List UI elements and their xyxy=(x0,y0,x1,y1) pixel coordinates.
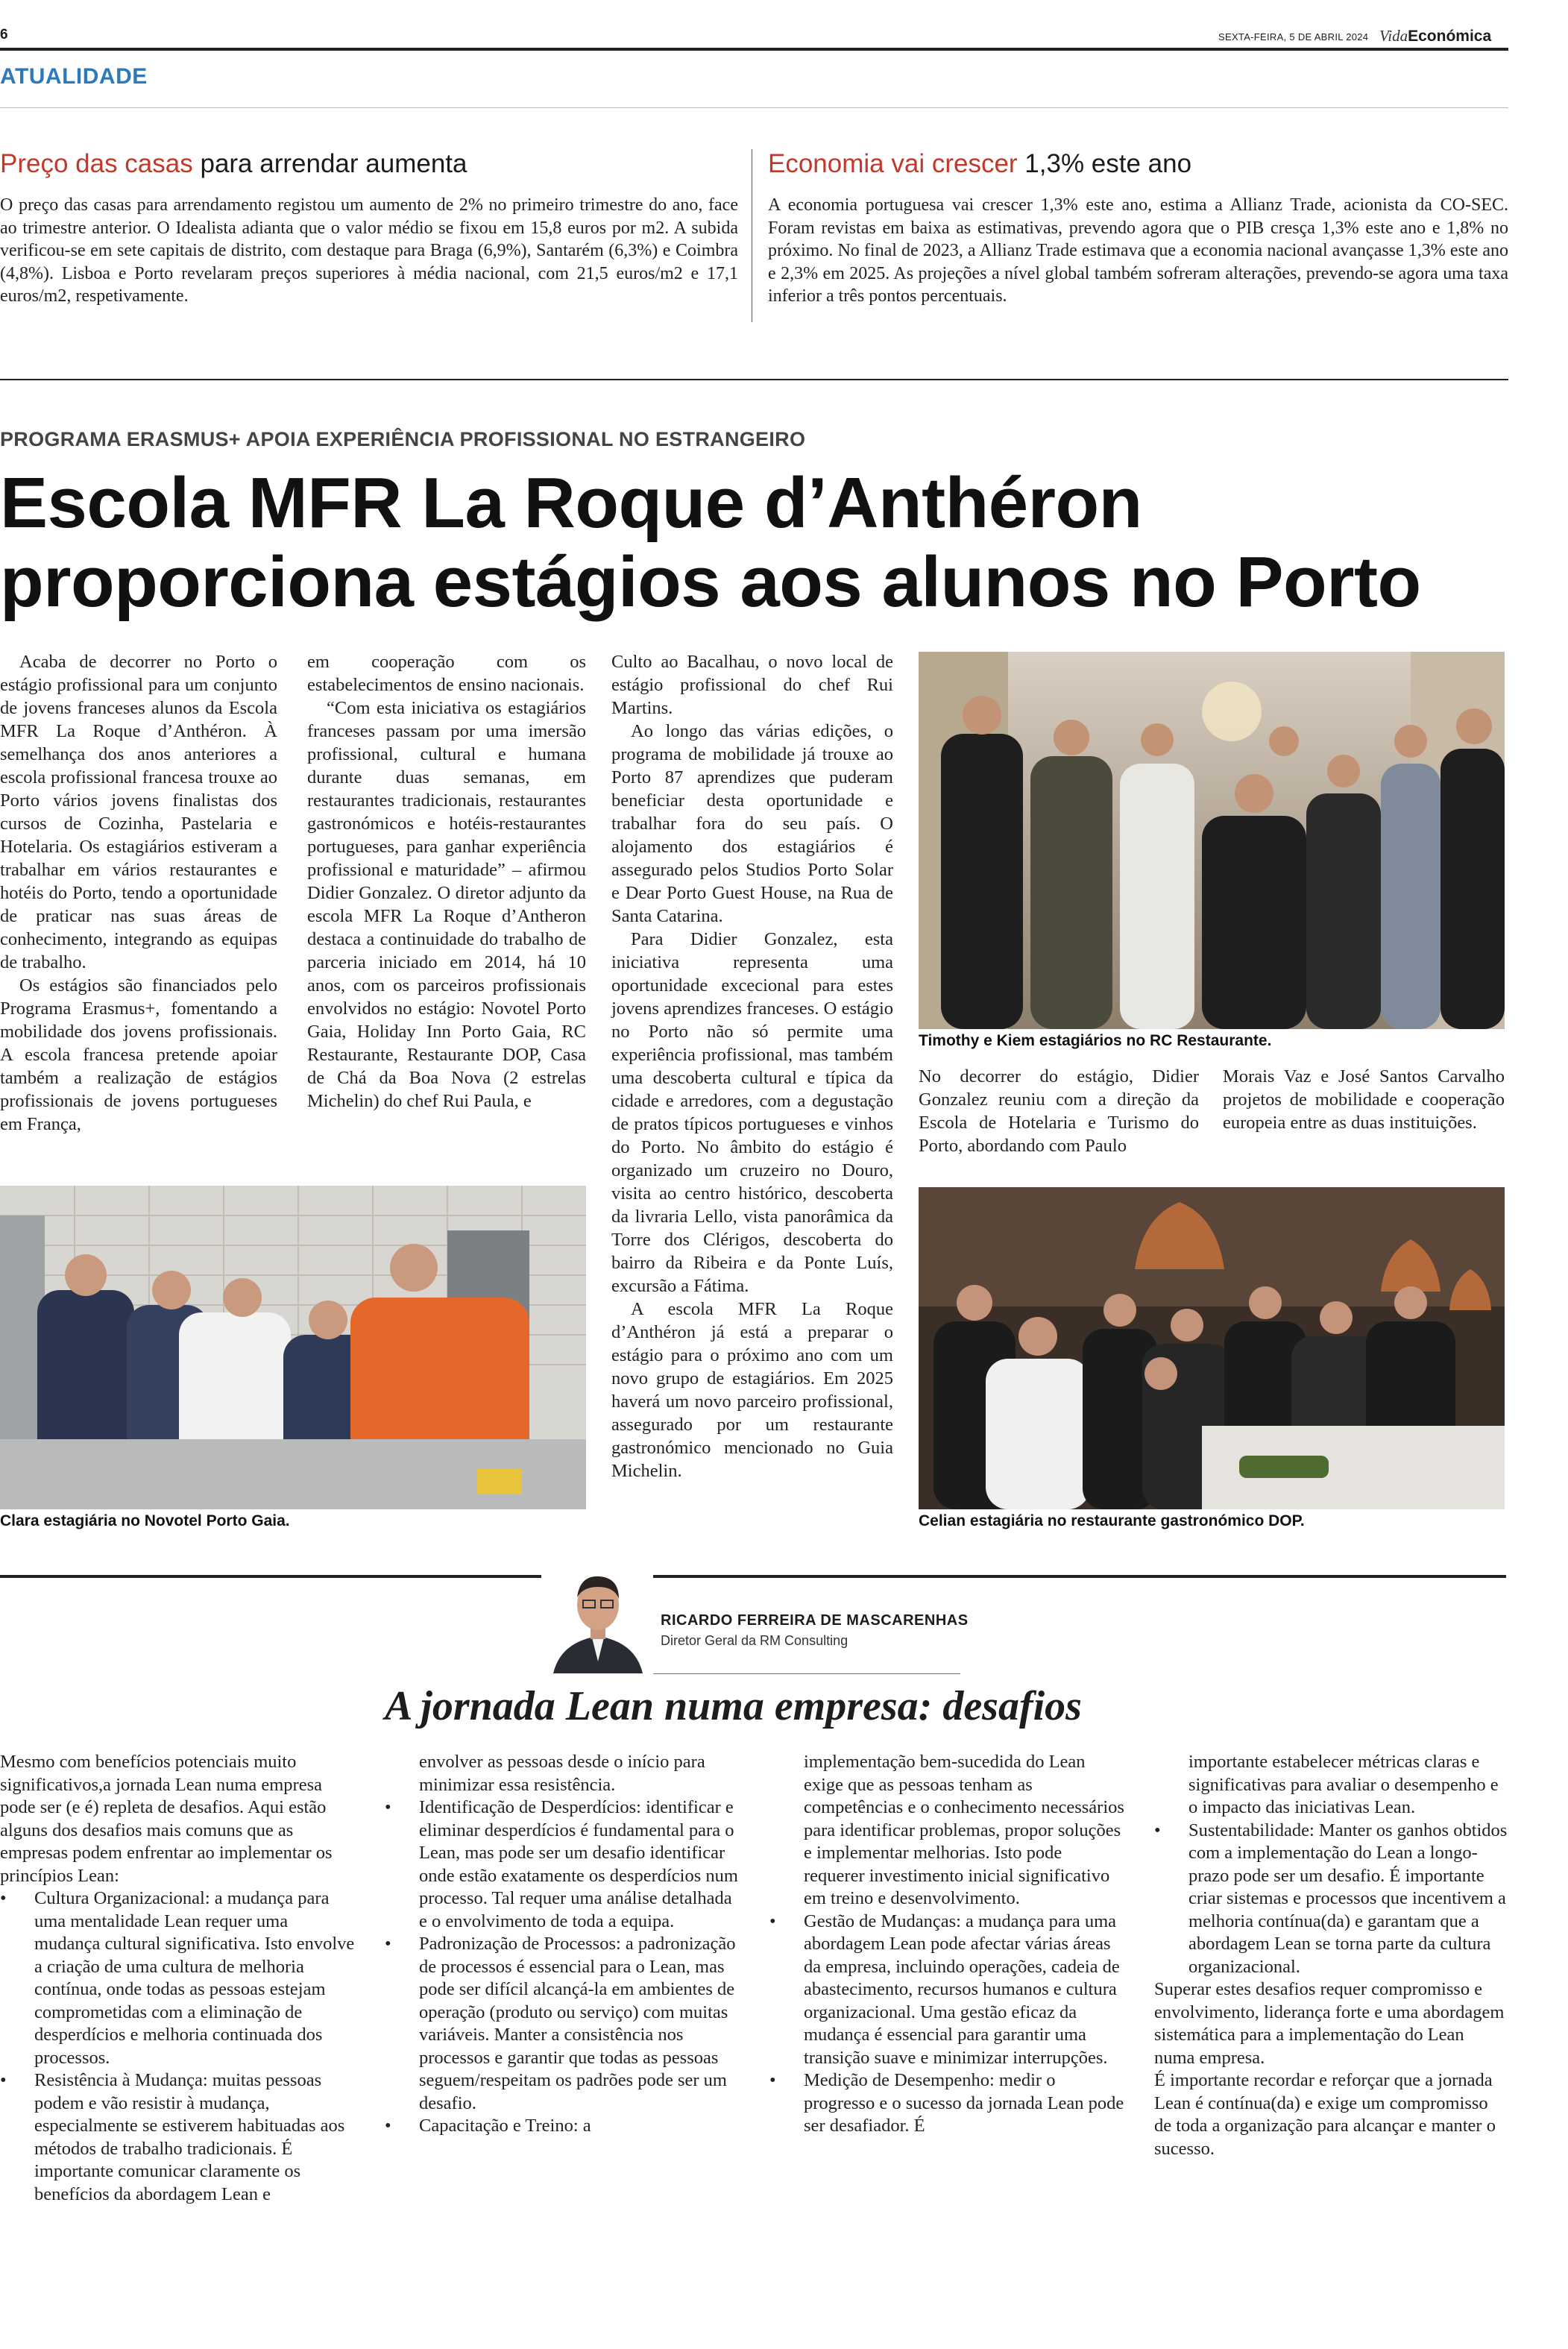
headline-line-2: proporciona estágios aos alunos no Porto xyxy=(0,542,1421,622)
photo-novotel-kitchen-image xyxy=(0,1186,586,1509)
brief-title-rent xyxy=(0,149,467,179)
caption-rc-restaurant: Timothy e Kiem estagiários no RC Restaurante. xyxy=(919,1032,1272,1049)
opinion-column-3 xyxy=(769,1751,1124,2138)
article-column-3 xyxy=(611,650,893,1482)
article-column-2 xyxy=(307,650,586,1113)
paragraph: Para Didier Gonzalez, esta iniciativa representa uma oportunidade excecional para estes jovens aprendizes franceses. O estágio no Porto não só permite uma experiência profissional, mas também uma descoberta cultural e típica da cidade e arredores, com a degustação de pratos típicos portugueses e vinhos do Porto. No âmbito do estágio é organizado um cruzeiro no Douro, visita ao centro histórico, descoberta da livraria Lello, vista panorâmica da Torre dos Clérigos, descoberta do bairro da Ribeira e da Ponte Luís, excursão a Fátima. xyxy=(611,929,893,1296)
article-column-1 xyxy=(0,650,277,1136)
list-item: • Sustentabilidade: Manter os ganhos obtidos com a implementação do Lean a longo-prazo pode ser um desafio. É importante criar sistemas e processos que incentivem a melhoria contínua(da) e garantam que a abordagem Lean se torna parte da cultura organizacional. xyxy=(1188,1820,1509,1979)
paragraph: A escola MFR La Roque d’Anthéron já está a preparar o estágio para o próximo ano com um novo grupo de estagiários. Em 2025 haverá um novo parceiro profissional, assegurado por um restaurante gastronómico mencionado no Guia Michelin. xyxy=(611,1299,893,1481)
article-column-4a: No decorrer do estágio, Didier Gonzalez reuniu com a direção da Escola de Hotelaria e Turismo do Porto, abordando com Paulo xyxy=(919,1066,1199,1156)
list-item: • Identificação de Desperdícios: identificar e eliminar desperdícios é fundamental para o Lean, mas pode ser um desafio identificar onde estão exatamente os desperdícios num processo. Tal requer uma análise detalhada e o envolvimento de toda a equipa. xyxy=(419,1796,740,1933)
brand-logo-bold: Económica xyxy=(1408,28,1492,45)
brief-title-rent-rest: para arrendar aumenta xyxy=(192,149,467,178)
brief-title-rent-highlight: Preço das casas xyxy=(0,149,193,178)
opinion-rule-right xyxy=(653,1575,1506,1578)
photo-dop-restaurant xyxy=(919,1187,1505,1509)
paragraph: Culto ao Bacalhau, o novo local de estágio profissional do chef Rui Martins. xyxy=(611,652,893,718)
section-rule xyxy=(0,107,1508,108)
challenge-list xyxy=(1154,1751,1509,1978)
paragraph: Mesmo com benefícios potenciais muito significativos,a jornada Lean numa empresa pode ser (e é) repleta de desafios. Aqui estão alguns dos desafios mais comuns que as empresas podem enfrentar ao implementar os princípios Lean: xyxy=(0,1752,333,1886)
opinion-column-2 xyxy=(385,1751,740,2138)
headline-line-1: Escola MFR La Roque d’Anthéron xyxy=(0,463,1142,543)
paragraph: Os estágios são financiados pelo Programa Erasmus+, fomentando a mobilidade dos jovens profissionais. A escola francesa pretende apoiar também a realização de estágios profissionais de jovens portugueses em França, xyxy=(0,975,277,1134)
article-kicker: PROGRAMA ERASMUS+ APOIA EXPERIÊNCIA PROFISSIONAL NO ESTRANGEIRO xyxy=(0,428,806,450)
caption-dop: Celian estagiária no restaurante gastronómico DOP. xyxy=(919,1512,1305,1529)
author-rule xyxy=(653,1673,960,1674)
brand-logo-light: Vida xyxy=(1379,27,1408,45)
paragraph: em cooperação com os estabelecimentos de ensino nacionais. xyxy=(307,652,586,695)
issue-date: SEXTA-FEIRA, 5 DE ABRIL 2024 xyxy=(1218,31,1369,43)
list-item: • Padronização de Processos: a padronização de processos é essencial para o Lean, mas pode ser difícil alcançá-la em ambientes de operação (produto ou serviço) com muitas variáveis. Manter a consistência nos processos e garantir que todas as pessoas seguem/respeitam os padrões pode ser um desafio. xyxy=(419,1933,740,2115)
brief-title-economy-highlight: Economia vai crescer xyxy=(768,149,1018,178)
brief-title-economy xyxy=(768,149,1191,179)
opinion-rule-left xyxy=(0,1575,541,1578)
opinion-title: A jornada Lean numa empresa: desafios xyxy=(385,1683,1082,1729)
author-photo xyxy=(546,1559,650,1673)
list-item: • Gestão de Mudanças: a mudança para uma abordagem Lean pode afectar várias áreas da empresa, incluindo operações, cadeia de abastecimento, recursos humanos e cultura organizacional. Uma gestão eficaz da mudança é essencial para garantir uma transição suave e minimizar interrupções. xyxy=(804,1911,1124,2070)
author-photo-image xyxy=(546,1559,650,1673)
paragraph: Acaba de decorrer no Porto o estágio profissional para um conjunto de jovens franceses alunos da Escola MFR La Roque d’Anthéron. À semelhança dos anos anteriores a escola profissional francesa trouxe ao Porto vários jovens finalistas dos cursos de Cozinha, Pastelaria e Hotelaria. Os estagiários estiveram a trabalhar em vários restaurantes e hotéis do Porto, tendo a oportunidade de praticar nas suas áreas de conhecimento, integrando as equipas de trabalho. xyxy=(0,652,277,972)
brief-body-rent: O preço das casas para arrendamento registou um aumento de 2% no primeiro trimestre do ano, face ao trimestre anterior. O Idealista adianta que o valor médio se fixou em 15,8 euros por m2. A subida verificou-se em sete capitais de distrito, com destaque para Braga (6,9%), Santarém (6,3%) e Coimbra (4,8%). Lisboa e Porto revelaram preços superiores à média nacional, com 21,5 euros/m2 e 17,1 euros/m2, respetivamente. xyxy=(0,195,738,306)
photo-dop-restaurant-image xyxy=(919,1187,1505,1509)
caption-novotel: Clara estagiária no Novotel Porto Gaia. xyxy=(0,1512,290,1529)
list-item: • Capacitação e Treino: a xyxy=(419,2115,740,2138)
photo-rc-restaurant-image xyxy=(919,652,1505,1029)
brief-body-economy: A economia portuguesa vai crescer 1,3% este ano, estima a Allianz Trade, acionista da CO-SEC. Foram revistas em baixa as estimativas, prevendo agora que o PIB cresça 1,3% este ano e 1,8% no próximo. No final de 2023, a Allianz Trade estimava que a economia nacional avançasse 1,3% este ano e 2,3% em 2025. As projeções a nível global também sofreram alterações, prevendo-se agora uma taxa inferior a três pontos percentuais. xyxy=(768,195,1508,306)
list-item-continued: importante estabelecer métricas claras e significativas para avaliar o desempenho e o impacto das iniciativas Lean. xyxy=(1188,1752,1499,1817)
article-headline xyxy=(0,464,1521,622)
list-item: • Medição de Desempenho: medir o progresso e o sucesso da jornada Lean pode ser desafiador. É xyxy=(804,2069,1124,2138)
opinion-column-1 xyxy=(0,1751,355,2206)
section-label: ATUALIDADE xyxy=(0,64,148,89)
list-item: • Cultura Organizacional: a mudança para uma mentalidade Lean requer uma mudança cultural significativa. Isto envolve a criação de uma cultura de melhoria contínua, onde todas as pessoas estejam comprometidas com a eliminação de desperdícios e melhoria continuada dos processos. xyxy=(34,1887,355,2069)
photo-rc-restaurant xyxy=(919,652,1505,1029)
paragraph: Ao longo das várias edições, o programa de mobilidade já trouxe ao Porto 87 aprendizes que puderam beneficiar desta oportunidade e trabalhar fora do seu país. O alojamento dos estagiários é assegurado pelos Studios Porto Solar e Dear Porto Guest House, na Rua de Santa Catarina. xyxy=(611,721,893,926)
challenge-list xyxy=(385,1751,740,2138)
briefs-bottom-rule xyxy=(0,379,1508,380)
opinion-column-4 xyxy=(1154,1751,1509,2160)
author-role: Diretor Geral da RM Consulting xyxy=(661,1633,848,1648)
photo-novotel-kitchen xyxy=(0,1186,586,1509)
paragraph: Superar estes desafios requer compromisso e envolvimento, liderança forte e uma abordagem sistemática para a implementação do Lean numa empresa. xyxy=(1154,1979,1505,2068)
paragraph: “Com esta iniciativa os estagiários franceses passam por uma imersão profissional, cultural e humana durante duas semanas, em restaurantes tradicionais, restaurantes gastronómicos e hotéis-restaurantes portugueses, para ganhar experiência profissional e maturidade” – afirmou Didier Gonzalez. O diretor adjunto da escola MFR La Roque d’Antheron destaca a continuidade do trabalho de parceria iniciado em 2014, há 10 anos, com os parceiros profissionais envolvidos no estágio: Novotel Porto Gaia, Holiday Inn Porto Gaia, RC Restaurante, Restaurante DOP, Casa de Chá da Boa Nova (2 estrelas Michelin) do chef Rui Paula, e xyxy=(307,698,586,1111)
brand-logo xyxy=(1379,27,1491,45)
article-column-4b: Morais Vaz e José Santos Carvalho projetos de mobilidade e cooperação europeia entre as duas instituições. xyxy=(1223,1066,1505,1133)
list-item: • Resistência à Mudança: muitas pessoas podem e vão resistir à mudança, especialmente se estiverem habituadas aos métodos de trabalho tradicionais. É importante comunicar claramente os benefícios da abordagem Lean e xyxy=(34,2069,355,2206)
challenge-list xyxy=(769,1751,1124,2138)
list-item-continued: implementação bem-sucedida do Lean exige que as pessoas tenham as competências e o conhecimento necessários para identificar problemas, propor soluções e implementar melhorias. Isto pode requerer investimento inicial significativo em treino e desenvolvimento. xyxy=(804,1752,1124,1908)
brief-title-economy-rest: 1,3% este ano xyxy=(1017,149,1192,178)
header-rule xyxy=(0,48,1508,51)
list-item-continued: envolver as pessoas desde o início para minimizar essa resistência. xyxy=(419,1752,705,1795)
paragraph: É importante recordar e reforçar que a jornada Lean é contínua(da) e exige um compromisso de toda a organização para alcançar e manter o sucesso. xyxy=(1154,2070,1496,2159)
page-number: 6 xyxy=(0,27,8,43)
challenge-list xyxy=(0,1887,355,2206)
author-name: RICARDO FERREIRA DE MASCARENHAS xyxy=(661,1612,969,1629)
